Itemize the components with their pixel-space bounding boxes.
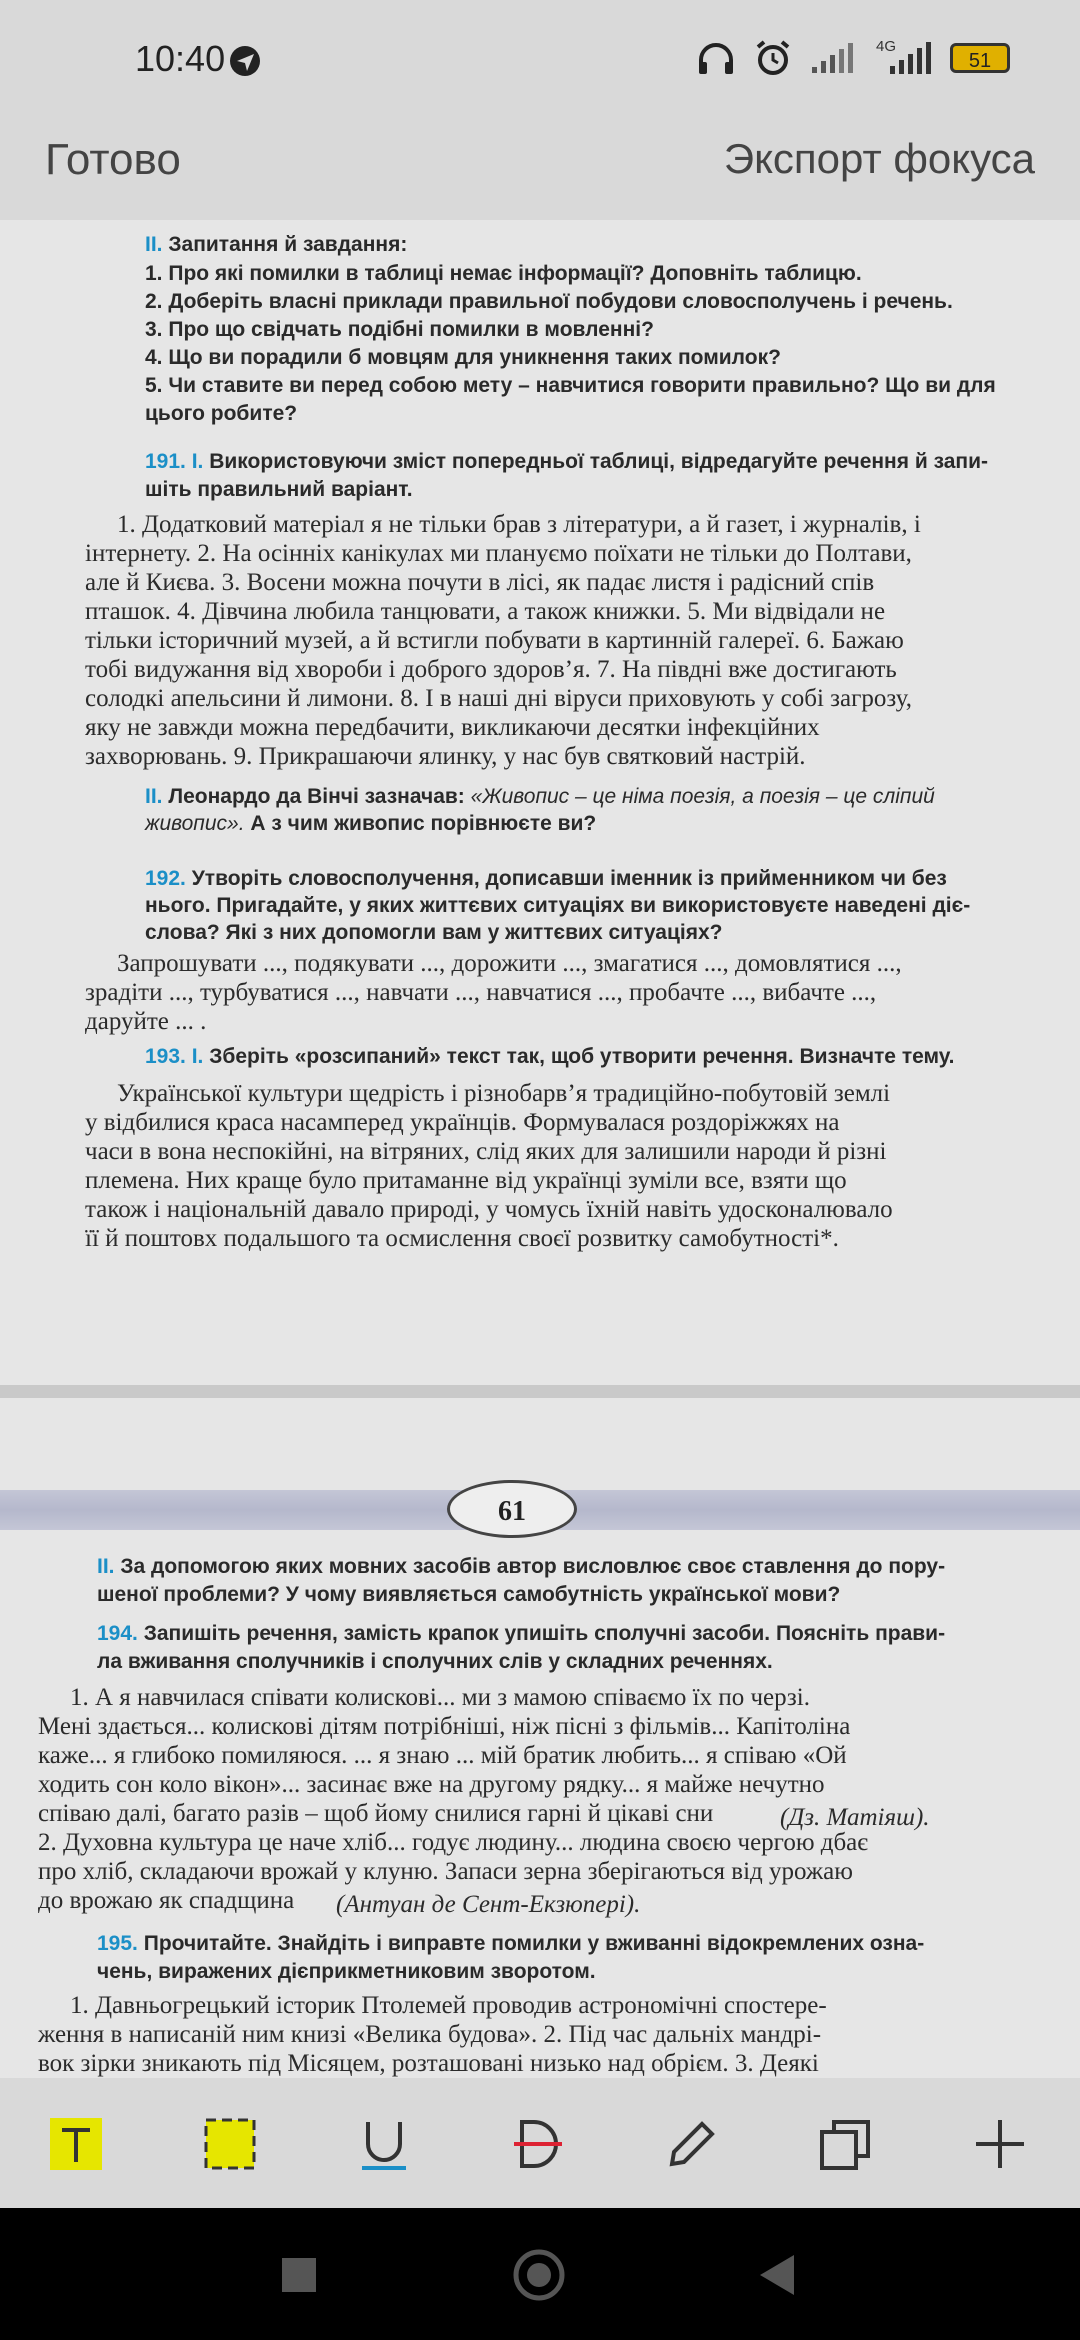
add-icon[interactable] xyxy=(972,2116,1028,2172)
exercise-192-heading-3: слова? Які з них допомогли вам у життєвих ситуаціях? xyxy=(145,921,723,944)
text-line: її й поштовх подальшого та осмислення своєї розвитку самобутності*. xyxy=(85,1225,839,1252)
done-button[interactable]: Готово xyxy=(45,135,181,184)
exercise-195-heading-2: чень, виражених дієприкметниковим зворотом. xyxy=(97,1960,596,1983)
text-line: вок зірки зникають під Місяцем, розташовані низько над обрієм. 3. Деякі xyxy=(38,2050,819,2077)
exercise-195-heading xyxy=(97,1932,924,1956)
recents-button[interactable] xyxy=(282,2258,316,2292)
text-line: Мені здається... колискові дітям потрібніші, ніж пісні з фільмів... Капітоліна xyxy=(38,1713,851,1740)
signal-4g-icon: 4G xyxy=(872,38,932,78)
section-number: II. xyxy=(97,1555,115,1578)
signal-icon xyxy=(810,41,854,75)
page2-question-heading xyxy=(97,1555,945,1579)
quote-text: живопис». xyxy=(145,812,245,835)
source-exupery: (Антуан де Сент-Екзюпері). xyxy=(336,1891,641,1918)
text-line: даруйте ... . xyxy=(85,1008,207,1035)
text-line: 1. Давньогрецький історик Птолемей проводив астрономічні спостере- xyxy=(70,1992,827,2019)
status-time: 10:40 xyxy=(135,38,226,79)
text-line: 1. А я навчилася співати колискові... ми з мамою співаємо їх по черзі. xyxy=(70,1684,811,1711)
exercise-192-heading-2: нього. Пригадайте, у яких життєвих ситуаціях ви використовуєте наведені діє- xyxy=(145,894,971,917)
text-line: тобі видужання від хвороби і доброго здоров’я. 7. На півдні вже достигають xyxy=(85,656,897,683)
exercise-number: 195. xyxy=(97,1932,138,1955)
underline-icon[interactable] xyxy=(356,2116,412,2172)
exercise-194-heading xyxy=(97,1622,945,1646)
text-line: солодкі апельсини й лимони. 8. І в наші дні віруси приховують у собі загрозу, xyxy=(85,685,913,712)
annotation-toolbar xyxy=(0,2078,1080,2208)
text-line: також і національній давало природі, у чомусь їхній навіть удосконалювало xyxy=(85,1196,893,1223)
alarm-icon xyxy=(754,39,792,77)
text-line: 2. Духовна культура це наче хліб... годує людину... людина своєю чергою дбає xyxy=(38,1829,869,1856)
text-line: зрадіти ..., турбуватися ..., навчати ..., навчатися ..., пробачте ..., вибачте ..., xyxy=(85,979,877,1006)
exercise-text: Зберіть «розсипаний» текст так, щоб утворити речення. Визначте тему. xyxy=(209,1045,955,1068)
exercise-number: 194. xyxy=(97,1622,138,1645)
question-3: 3. Про що свідчать подібні помилки в мовленні? xyxy=(145,318,654,341)
system-nav-bar xyxy=(0,2208,1080,2340)
exercise-text: Використовуючи зміст попередньої таблиці, відредагуйте речення й запи- xyxy=(209,450,988,473)
text-line: до врожаю як спадщина xyxy=(38,1887,295,1914)
questions-heading xyxy=(145,233,407,257)
exercise-191-heading xyxy=(145,450,988,474)
pencil-icon[interactable] xyxy=(664,2116,720,2172)
home-button[interactable] xyxy=(512,2248,566,2302)
quote-intro: Леонардо да Вінчі зазначав: xyxy=(168,785,465,808)
page2-question-heading-2: шеної проблеми? У чому виявляється самобутність української мови? xyxy=(97,1583,841,1606)
source-matiiash: (Дз. Матіяш). xyxy=(780,1804,930,1831)
text-line: племена. Них краще було притаманне від українці зуміли все, взяти що xyxy=(85,1167,847,1194)
status-bar xyxy=(0,0,1080,125)
exercise-text: Утворіть словосполучення, дописавши іменник із прийменником чи без xyxy=(191,867,947,890)
exercise-number: 193. I. xyxy=(145,1045,204,1068)
section-number: II. xyxy=(145,233,163,256)
text-line: тільки історичний музей, а й встигли побувати в картинній галереї. 6. Бажаю xyxy=(85,627,904,654)
text-line: захворювань. 9. Прикрашаючи ялинку, у нас був святковий настрій. xyxy=(85,743,806,770)
exercise-number: 191. I. xyxy=(145,450,204,473)
leonardo-quote-line xyxy=(145,785,935,809)
question-1: 1. Про які помилки в таблиці немає інформації? Доповніть таблицю. xyxy=(145,262,862,285)
strikethrough-icon[interactable] xyxy=(510,2116,566,2172)
text-line: Української культури щедрість і різнобарв’я традиційно-побутовій землі xyxy=(117,1080,891,1107)
text-line: Запрошувати ..., подякувати ..., дорожити ..., змагатися ..., домовлятися ..., xyxy=(117,950,902,977)
question-5a: 5. Чи ставите ви перед собою мету – навчитися говорити правильно? Що ви для xyxy=(145,374,996,397)
text-line: пташок. 4. Дівчина любила танцювати, а також книжки. 5. Ми відвідали не xyxy=(85,598,886,625)
top-app-bar xyxy=(0,125,1080,220)
text-line: про хліб, складаючи врожай у клуню. Запаси зерна зберігаються від урожаю xyxy=(38,1858,853,1885)
heading-text: Запитання й завдання: xyxy=(168,233,408,256)
question-2: 2. Доберіть власні приклади правильної побудови словосполучень і речень. xyxy=(145,290,953,313)
text-line: у відбилися краса насамперед українців. Формувалася роздоріжжях на xyxy=(85,1109,840,1136)
back-button[interactable] xyxy=(758,2255,794,2295)
exercise-192-heading xyxy=(145,867,947,891)
export-focus-button[interactable]: Экспорт фокуса xyxy=(723,135,1035,182)
quote-question: А з чим живопис порівнюєте ви? xyxy=(250,812,597,835)
copy-icon[interactable] xyxy=(818,2116,874,2172)
text-tool-icon[interactable] xyxy=(48,2116,104,2172)
text-line: ження в написаній ним книзі «Велика будова». 2. Під час дальніх мандрі- xyxy=(38,2021,822,2048)
exercise-number: 192. xyxy=(145,867,186,890)
exercise-191-heading-2: шіть правильний варіант. xyxy=(145,478,413,501)
text-line: але й Києва. 3. Восени можна почути в лісі, як падає листя і радісний спів xyxy=(85,569,875,596)
battery-indicator: 51 xyxy=(950,43,1010,73)
text-line: співаю далі, багато разів – щоб йому снилися гарні й цікаві сни xyxy=(38,1800,714,1827)
leonardo-quote-line-2 xyxy=(145,812,596,836)
select-area-icon[interactable] xyxy=(202,2116,258,2172)
question-4: 4. Що ви порадили б мовцям для уникнення таких помилок? xyxy=(145,346,781,369)
page-separator xyxy=(0,1385,1080,1398)
headphones-icon xyxy=(696,40,736,76)
text-line: 1. Додатковий матеріал я не тільки брав з літератури, а й газет, і журналів, і xyxy=(117,511,921,538)
question-5b: цього робите? xyxy=(145,402,298,425)
exercise-text: Прочитайте. Знайдіть і виправте помилки у вживанні відокремлених озна- xyxy=(143,1932,925,1955)
location-icon xyxy=(228,44,262,78)
question-text: За допомогою яких мовних засобів автор висловлює своє ставлення до пору- xyxy=(120,1555,946,1578)
exercise-text: Запишіть речення, замість крапок упишіть сполучні засоби. Поясніть прави- xyxy=(143,1622,946,1645)
exercise-194-heading-2: ла вживання сполучників і сполучних слів у складних реченнях. xyxy=(97,1650,773,1673)
exercise-193-heading xyxy=(145,1045,954,1069)
text-line: часи в вона неспокійні, на вітряних, слід яких для залишили народи й різні xyxy=(85,1138,887,1165)
section-number: II. xyxy=(145,785,163,808)
page-number: 61 xyxy=(447,1480,577,1538)
text-line: ходить сон коло вікон»... засинає вже на другому рядку... я майже нечутно xyxy=(38,1771,825,1798)
text-line: інтернету. 2. На осінніх канікулах ми плануємо поїхати не тільки до Полтави, xyxy=(85,540,912,567)
quote-text: «Живопис – це німа поезія, а поезія – це сліпий xyxy=(470,785,935,808)
text-line: яку не завжди можна передбачити, викликаючи десятки інфекційних xyxy=(85,714,820,741)
status-icons xyxy=(696,38,1010,78)
text-line: каже... я глибоко помиляюся. ... я знаю ... мій братик любить... я співаю «Ой xyxy=(38,1742,847,1769)
